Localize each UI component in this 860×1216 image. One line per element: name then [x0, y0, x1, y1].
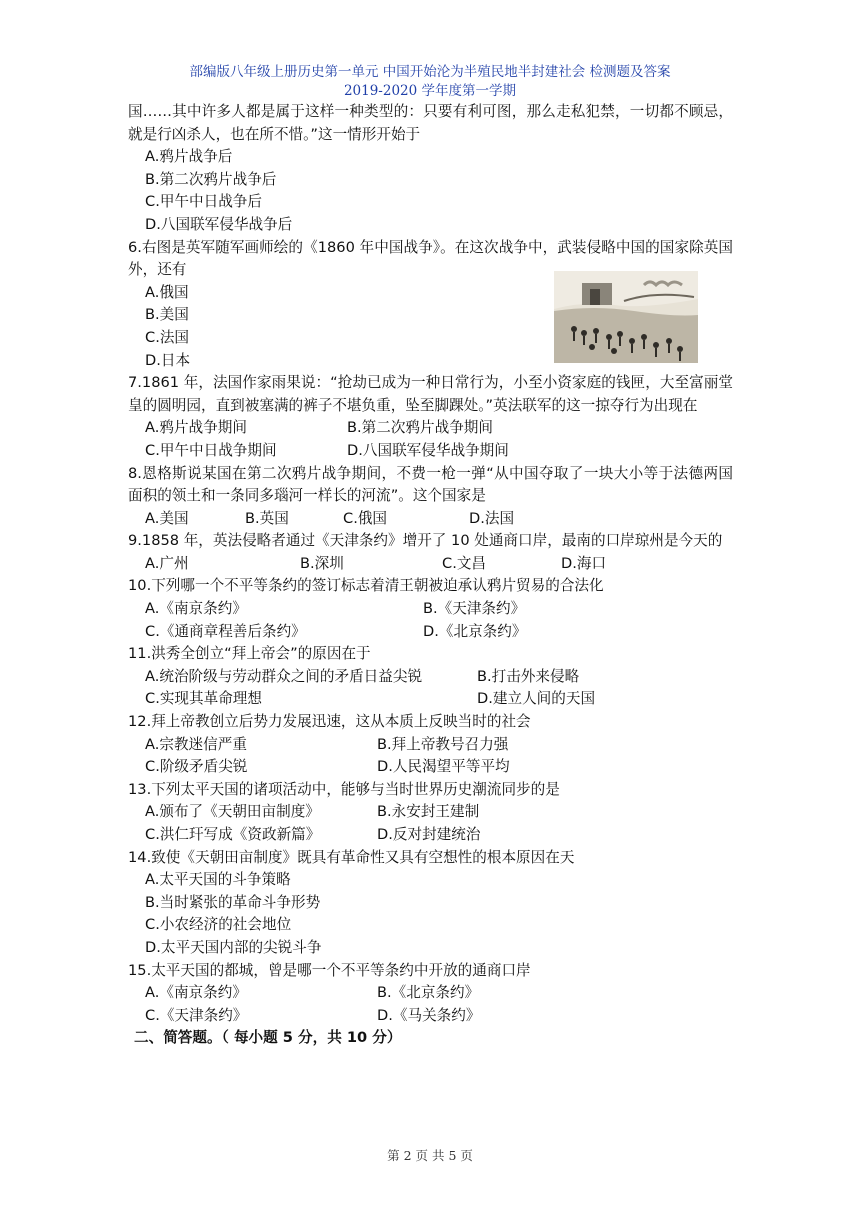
q9-option-b: B.深圳	[300, 554, 344, 572]
q14-option-b: B.当时紧张的革命斗争形势	[145, 893, 321, 911]
q9-option-d: D.海口	[561, 554, 607, 572]
q5-option-c: C.甲午中日战争后	[145, 193, 262, 211]
q6-option-d: D.日本	[145, 351, 191, 369]
q10-option-a: A.《南京条约》	[145, 600, 247, 618]
section-2-heading: 二、简答题。（ 每小题 5 分，共 10 分）	[134, 1029, 402, 1047]
q11-option-b: B.打击外来侵略	[477, 667, 580, 685]
q12-options-row1	[128, 734, 733, 757]
q15-option-d: D.《马关条约》	[377, 1006, 481, 1024]
q8-option-d: D.法国	[469, 509, 515, 527]
q7-option-b: B.第二次鸦片战争期间	[347, 419, 493, 437]
q15-option-a: A.《南京条约》	[145, 984, 247, 1002]
q9-option-c: C.文昌	[442, 554, 487, 572]
q8-option-c: C.俄国	[343, 509, 388, 527]
q8-option-a: A.美国	[145, 509, 189, 527]
q7-option-a: A.鸦片战争期间	[145, 419, 247, 437]
q6-option-c: C.法国	[145, 328, 190, 346]
q14-option-c: C.小农经济的社会地位	[145, 916, 292, 934]
q9-stem: 9.1858 年，英法侵略者通过《天津条约》增开了 10 处通商口岸，最南的口岸琼州是今天的	[128, 532, 723, 550]
q8-options	[128, 508, 733, 531]
q8-option-b: B.英国	[245, 509, 289, 527]
q15-options-row2	[128, 1005, 733, 1028]
document-header-term: 2019-2020 学年度第一学期	[343, 83, 517, 99]
q5-stem: 国……其中许多人都是属于这样一种类型的：只要有利可图，那么走私犯禁，一切都不顾忌，就是行凶杀人，也在所不惜。”这一情形开始于	[128, 103, 733, 143]
q6-option-a: A.俄国	[145, 283, 189, 301]
q15-stem: 15.太平天国的都城，曾是哪一个不平等条约中开放的通商口岸	[128, 961, 531, 979]
q11-options-row2	[128, 688, 733, 711]
q12-option-b: B.拜上帝教号召力强	[377, 735, 509, 753]
exam-content	[128, 101, 733, 1050]
q10-option-b: B.《天津条约》	[423, 600, 526, 618]
q13-option-b: B.永安封王建制	[377, 803, 480, 821]
q9-options	[128, 553, 733, 576]
q13-option-c: C.洪仁玕写成《资政新篇》	[145, 826, 321, 843]
q15-options-row1	[128, 982, 733, 1005]
q13-option-a: A.颁布了《天朝田亩制度》	[145, 803, 320, 821]
q10-option-c: C.《通商章程善后条约》	[145, 622, 306, 640]
q5-option-b: B.第二次鸦片战争后	[145, 170, 277, 188]
q7-option-d: D.八国联军侵华战争期间	[347, 441, 509, 459]
page-number: 第 2 页 共 5 页	[387, 1148, 473, 1163]
q13-options-row2	[128, 824, 733, 847]
q11-option-d: D.建立人间的天国	[477, 690, 596, 708]
q7-option-c: C.甲午中日战争期间	[145, 441, 277, 459]
q8-stem: 8.恩格斯说某国在第二次鸦片战争期间，不费一枪一弹“从中国夺取了一块大小等于法德两国面积的领土和一条同多瑙河一样长的河流”。这个国家是	[128, 464, 733, 505]
q12-option-d: D.人民渴望平等平均	[377, 758, 510, 776]
q10-options-row2	[128, 621, 733, 644]
q12-option-c: C.阶级矛盾尖锐	[145, 758, 248, 776]
q7-options-row1	[128, 417, 733, 440]
q13-option-d: D.反对封建统治	[377, 826, 481, 843]
q14-option-d: D.太平天国内部的尖锐斗争	[145, 938, 322, 956]
q10-options-row1	[128, 598, 733, 621]
q15-option-b: B.《北京条约》	[377, 984, 480, 1002]
q12-options-row2	[128, 756, 733, 779]
q12-stem: 12.拜上帝教创立后势力发展迅速，这从本质上反映当时的社会	[128, 713, 531, 731]
q6-stem: 6.右图是英军随军画师绘的《1860 年中国战争》。在这次战争中，武装侵略中国的国家除英国外，还有	[128, 238, 733, 279]
q12-option-a: A.宗教迷信严重	[145, 735, 247, 753]
q5-option-d: D.八国联军侵华战争后	[145, 215, 293, 233]
q9-option-a: A.广州	[145, 554, 189, 572]
document-header-title: 部编版八年级上册历史第一单元 中国开始沦为半殖民地半封建社会 检测题及答案	[189, 64, 671, 80]
q7-stem: 7.1861 年，法国作家雨果说：“抢劫已成为一种日常行为，小至小资家庭的钱匣，大至富丽堂皇的圆明园，直到被塞满的裤子不堪负重，坠至脚踝处。”英法联军的这一掠夺行为出现在	[128, 374, 733, 414]
q14-option-a: A.太平天国的斗争策略	[145, 871, 291, 889]
q6-option-b: B.美国	[145, 306, 189, 324]
q10-stem: 10.下列哪一个不平等条约的签订标志着清王朝被迫承认鸦片贸易的合法化	[128, 577, 604, 595]
q11-option-c: C.实现其革命理想	[145, 690, 262, 708]
q10-option-d: D.《北京条约》	[423, 622, 527, 640]
q11-stem: 11.洪秀全创立“拜上帝会”的原因在于	[128, 645, 371, 663]
q11-option-a: A.统治阶级与劳动群众之间的矛盾日益尖锐	[145, 667, 423, 685]
q13-stem: 13.下列太平天国的诸项活动中，能够与当时世界历史潮流同步的是	[128, 780, 560, 798]
q15-option-c: C.《天津条约》	[145, 1006, 248, 1024]
q13-options-row1	[128, 801, 733, 824]
q11-options-row1	[128, 666, 733, 689]
q5-option-a: A.鸦片战争后	[145, 148, 233, 166]
q14-stem: 14.致使《天朝田亩制度》既具有革命性又具有空想性的根本原因在天	[128, 848, 575, 866]
q7-options-row2	[128, 440, 733, 463]
